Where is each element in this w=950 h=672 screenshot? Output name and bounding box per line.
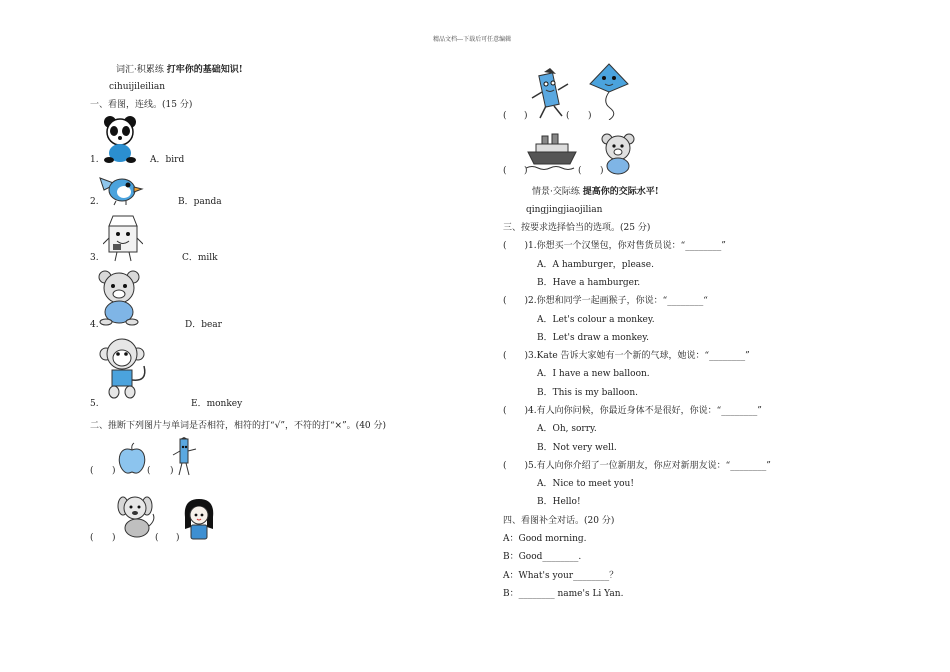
answer-paren-close: ): [176, 533, 180, 543]
girl-icon: [182, 497, 216, 541]
question-1: ( )1.你想买一个汉堡包，你对售货员说：“________”: [503, 241, 726, 251]
vocab-slogan: 打牢你的基础知识!: [166, 65, 243, 75]
answer-paren-close: ): [170, 466, 174, 476]
word-option: D．bear: [185, 320, 222, 330]
option-a: A．Let's colour a monkey.: [537, 315, 655, 325]
answer-paren-open: (: [147, 466, 151, 476]
option-a: A．I have a new balloon.: [537, 369, 650, 379]
row-number: 1.: [90, 155, 99, 165]
option-a: A．Nice to meet you!: [537, 479, 634, 489]
answer-paren-close: ): [524, 111, 528, 121]
row-number: 2.: [90, 197, 99, 207]
question-3: ( )3.Kate 告诉大家她有一个新的气球，她说：“________”: [503, 351, 750, 361]
option-b: B．Let's draw a monkey.: [537, 333, 649, 343]
answer-paren-open: (: [503, 111, 507, 121]
bear-icon: [96, 268, 142, 326]
pencil-character-icon: [172, 437, 198, 477]
answer-paren-open: (: [90, 466, 94, 476]
section-3-title: 三、按要求选择恰当的选项。(25 分): [503, 223, 651, 233]
answer-paren-close: ): [524, 166, 528, 176]
option-a: A．A hamburger，please.: [537, 260, 654, 270]
answer-paren-open: (: [90, 533, 94, 543]
dialogue-line: A：Good morning.: [503, 534, 587, 544]
answer-paren-open: (: [503, 166, 507, 176]
answer-paren-open: (: [578, 166, 582, 176]
apple-icon: [115, 442, 149, 476]
answer-paren-close: ): [112, 533, 116, 543]
page-header: 精品文档---下载后可任意编辑: [433, 36, 512, 43]
situation-heading: [532, 187, 659, 198]
situation-pinyin: qingjingjiaojilian: [526, 205, 603, 215]
option-b: B．Have a hamburger.: [537, 278, 641, 288]
situation-slogan: 提高你的交际水平!: [582, 187, 659, 197]
section-2-title: 二、推断下列图片与单词是否相符，相符的打“√”，不符的打“×”。(40 分): [90, 421, 387, 431]
word-option: A．bird: [150, 155, 185, 165]
panda-icon: [100, 114, 140, 164]
milk-icon: [103, 214, 143, 262]
answer-paren-close: ): [600, 166, 604, 176]
situation-title: 情景·交际练: [532, 187, 580, 197]
answer-paren-close: ): [112, 466, 116, 476]
kite-icon: [588, 62, 630, 120]
word-option: C．milk: [182, 253, 218, 263]
word-option: B．panda: [178, 197, 222, 207]
option-b: B．Hello!: [537, 497, 581, 507]
row-number: 5.: [90, 399, 99, 409]
word-option: E．monkey: [191, 399, 243, 409]
option-b: B．Not very well.: [537, 443, 617, 453]
monkey-icon: [98, 336, 150, 402]
answer-paren-open: (: [566, 111, 570, 121]
vocab-heading: [116, 65, 243, 76]
answer-paren-close: ): [588, 111, 592, 121]
question-2: ( )2.你想和同学一起画猴子，你说：“________“: [503, 296, 708, 306]
dialogue-line: A：What's your________？: [503, 571, 619, 581]
section-1-title: 一、看图，连线。(15 分): [90, 100, 193, 110]
vocab-pinyin: cihuijileilian: [109, 82, 166, 92]
option-a: A．Oh, sorry.: [537, 424, 597, 434]
option-b: B．This is my balloon.: [537, 388, 638, 398]
answer-paren-open: (: [155, 533, 159, 543]
dialogue-line: B：Good________.: [503, 552, 582, 562]
row-number: 4.: [90, 320, 99, 330]
dialogue-line: B：________ name's Li Yan.: [503, 589, 624, 599]
question-4: ( )4.有人向你问候，你最近身体不是很好，你说：“________”: [503, 406, 762, 416]
dog-icon: [117, 494, 157, 538]
row-number: 3.: [90, 253, 99, 263]
ship-icon: [526, 132, 578, 172]
question-5: ( )5.有人向你介绍了一位新朋友，你应对新朋友说：“________”: [503, 461, 771, 471]
bird-icon: [98, 170, 144, 206]
section-4-title: 四、看图补全对话。(20 分): [503, 516, 615, 526]
bear-icon: [600, 132, 636, 176]
vocab-title: 词汇·积累练: [116, 65, 164, 75]
